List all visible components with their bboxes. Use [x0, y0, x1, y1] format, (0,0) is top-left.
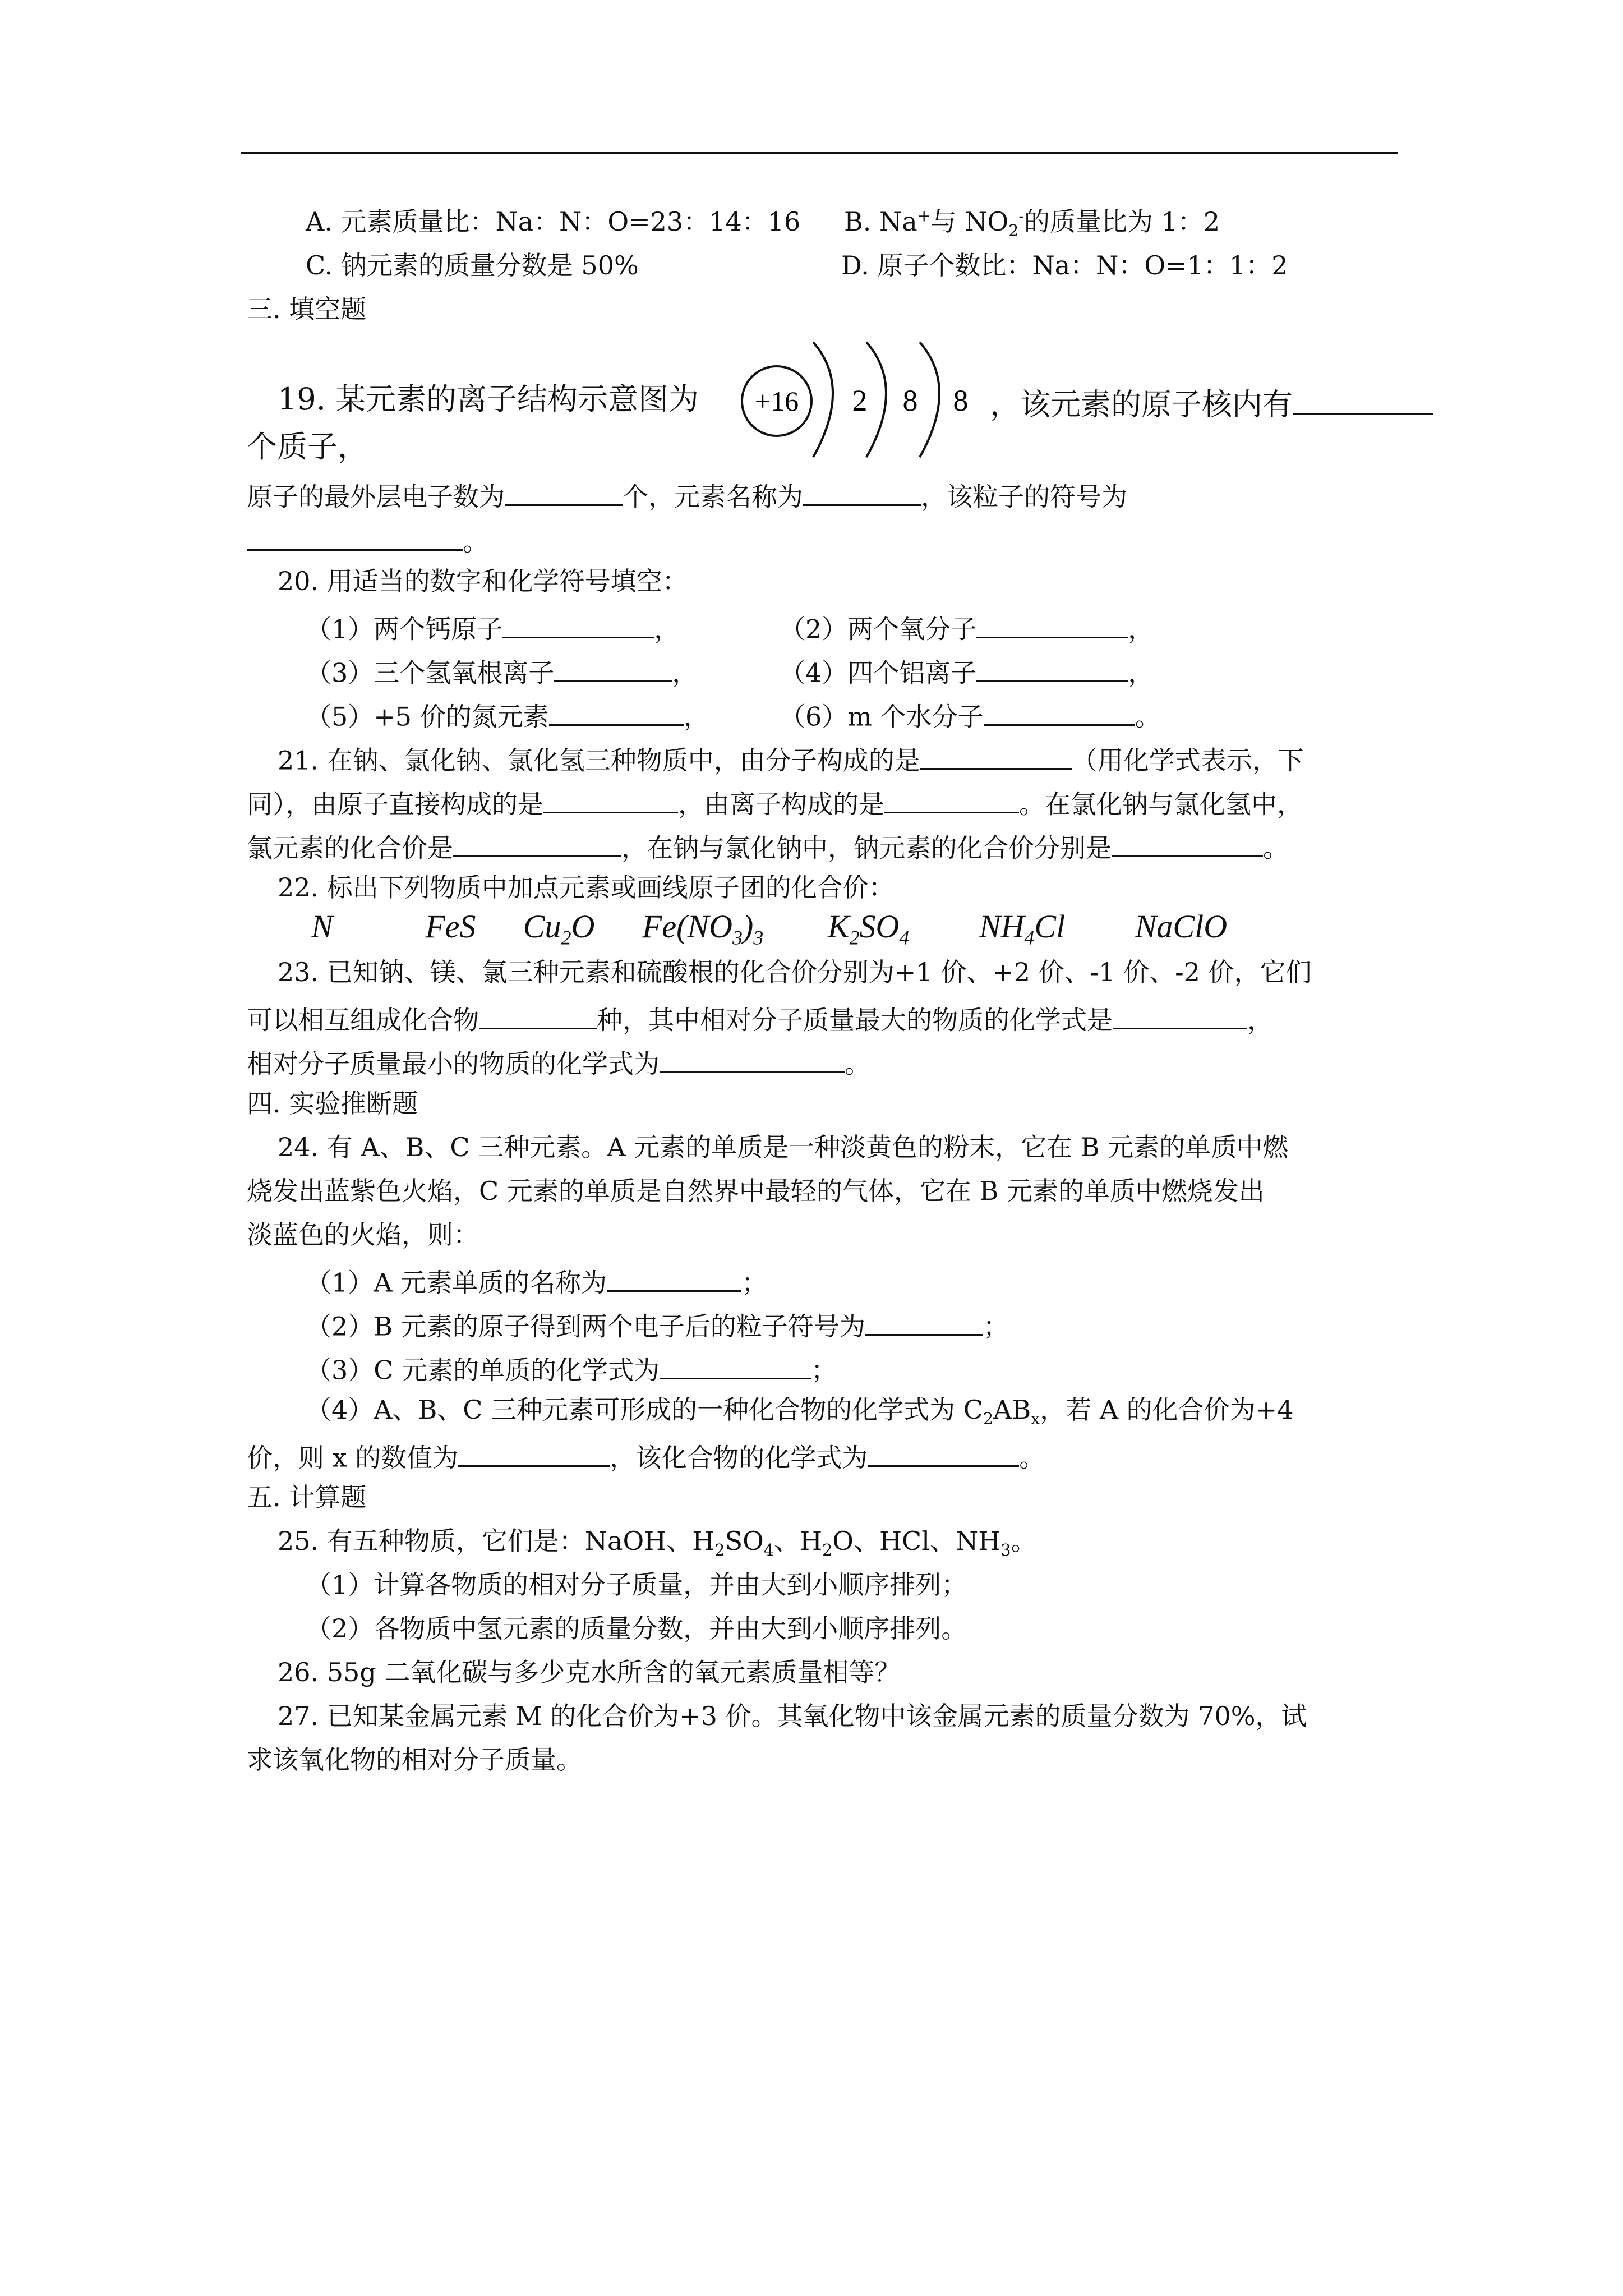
answer-blank[interactable]: [1113, 1003, 1247, 1029]
shell-arc-3: [920, 342, 939, 457]
q21-line3: 氯元素的化合价是 ，在钠与氯化钠中，钠元素的化合价分别是 。: [247, 831, 1289, 861]
formula-5: $K_2SO_4$: [827, 908, 910, 949]
shell-electrons-1: 2: [852, 384, 868, 417]
answer-blank[interactable]: [247, 524, 463, 551]
option-b: B. Na+与 $NO_2^-$的质量比为 1：2: [844, 206, 1220, 241]
q26: 26. 55g 二氧化碳与多少克水所含的氧元素质量相等？: [278, 1657, 901, 1687]
answer-blank[interactable]: [976, 612, 1128, 638]
q22-formulas: [311, 908, 1228, 949]
answer-blank[interactable]: [458, 1441, 610, 1467]
answer-blank[interactable]: [543, 787, 678, 813]
q20-title: 20. 用适当的数字和化学符号填空：: [278, 566, 688, 596]
q25-sub-1: （1）计算各物质的相对分子质量，并由大到小顺序排列；: [306, 1570, 967, 1600]
formula-3: $Cu_2O$: [523, 908, 595, 949]
answer-blank[interactable]: [479, 1003, 597, 1029]
answer-blank[interactable]: [884, 787, 1019, 813]
q19-line2: 个质子，: [247, 429, 368, 464]
section-5-heading: 五. 计算题: [247, 1482, 367, 1512]
shell-electrons-3: 8: [953, 384, 969, 417]
formula-4: $Fe(NO_3)_3$: [642, 908, 764, 949]
answer-blank[interactable]: [549, 700, 684, 726]
shell-electrons-2: 8: [902, 384, 918, 417]
q20-item-6: （6）m 个水分子 。: [780, 700, 1161, 730]
answer-blank[interactable]: [920, 743, 1072, 770]
nucleus-label: +16: [754, 385, 799, 417]
section-4-heading: 四. 实验推断题: [247, 1088, 418, 1119]
answer-blank[interactable]: [803, 480, 921, 506]
answer-blank[interactable]: [976, 656, 1128, 682]
option-c: C. 钠元素的质量分数是 50%: [306, 250, 639, 280]
answer-blank[interactable]: [660, 1047, 845, 1073]
shell-arc-1: [813, 342, 833, 457]
answer-blank[interactable]: [502, 612, 654, 638]
shell-arc-2: [866, 342, 886, 457]
q21-line2: 同），由原子直接构成的是 ，由离子构成的是 。在氯化钠与氯化氢中，: [247, 787, 1303, 817]
option-a: A. 元素质量比：Na：N：O=23：14：16: [306, 206, 801, 237]
option-d: D. 原子个数比：Na：N：O=1：1：2: [841, 250, 1288, 280]
answer-blank[interactable]: [607, 1266, 741, 1292]
q24-sub-1: （1）A 元素单质的名称为 ；: [306, 1266, 767, 1296]
q24-sub-4-cont: 价，则 x 的数值为 ，该化合物的化学式为 。: [247, 1441, 1045, 1471]
q23-line2: 可以相互组成化合物 种，其中相对分子质量最大的物质的化学式是 ，: [247, 1003, 1273, 1033]
formula-1: N: [311, 908, 333, 945]
q24-line1: 24. 有 A、B、C 三种元素。A 元素的单质是一种淡黄色的粉末，它在 B 元素的单质中燃: [278, 1132, 1289, 1162]
q25-sub-2: （2）各物质中氢元素的质量分数，并由大到小顺序排列。: [306, 1613, 967, 1644]
answer-blank[interactable]: [865, 1309, 983, 1336]
formula-6: $NH_4Cl$: [979, 908, 1066, 949]
q23-line3: 相对分子质量最小的物质的化学式为 。: [247, 1047, 870, 1077]
ion-structure-diagram: [732, 331, 990, 466]
q20-item-2: （2）两个氧分子 ，: [780, 612, 1154, 642]
q27-line2: 求该氧化物的相对分子质量。: [247, 1745, 582, 1775]
answer-blank[interactable]: [660, 1353, 811, 1379]
answer-blank[interactable]: [868, 1441, 1019, 1467]
q21-line1: 21. 在钠、氯化钠、氯化氢三种物质中，由分子构成的是 （用化学式表示，下: [278, 743, 1304, 774]
q24-sub-4: （4）A、B、C 三种元素可形成的一种化合物的化学式为 $C_2AB_x$，若 A 的化合价为+4: [306, 1395, 1294, 1429]
header-rule: [241, 152, 1398, 154]
q19-line1: 19. 某元素的离子结构示意图为: [278, 381, 699, 417]
q23-line1: 23. 已知钠、镁、氯三种元素和硫酸根的化合价分别为+1 价、+2 价、-1 价、-2 价，它们: [278, 957, 1312, 987]
q22-title: 22. 标出下列物质中加点元素或画线原子团的化合价：: [278, 872, 895, 903]
formula-2: FeS: [425, 908, 476, 945]
q19-line3: 原子的最外层电子数为 个，元素名称为 ，该粒子的符号为: [247, 480, 1127, 510]
answer-blank[interactable]: [1112, 831, 1263, 857]
q27-line1: 27. 已知某金属元素 M 的化合价为+3 价。其氧化物中该金属元素的质量分数为 70%，试: [278, 1701, 1307, 1731]
section-3-heading: 三. 填空题: [247, 294, 367, 324]
answer-blank[interactable]: [453, 831, 621, 857]
q24-line3: 淡蓝色的火焰，则：: [247, 1220, 479, 1250]
answer-blank[interactable]: [984, 700, 1135, 726]
answer-blank[interactable]: [1293, 384, 1433, 415]
q20-item-5: （5）+5 价的氮元素 ，: [306, 700, 709, 730]
q25-line1: 25. 有五种物质，它们是：NaOH、$H_2SO_4$、$H_2O$、HCl、$NH_3$。: [278, 1526, 1037, 1560]
formula-7: NaClO: [1135, 908, 1228, 945]
q24-sub-3: （3）C 元素的单质的化学式为 ；: [306, 1353, 837, 1383]
q20-item-1: （1）两个钙原子 ，: [306, 612, 680, 642]
answer-blank[interactable]: [505, 480, 623, 506]
q24-line2: 烧发出蓝紫色火焰，C 元素的单质是自然界中最轻的气体，它在 B 元素的单质中燃烧发出: [247, 1176, 1265, 1206]
q19-line4: 。: [247, 524, 488, 555]
q24-sub-2: （2）B 元素的原子得到两个电子后的粒子符号为 ；: [306, 1309, 1009, 1340]
q20-item-3: （3）三个氢氧根离子 ，: [306, 656, 698, 686]
q20-item-4: （4）四个铝离子 ，: [780, 656, 1154, 686]
answer-blank[interactable]: [554, 656, 672, 682]
q19-line1-tail: ，该元素的原子核内有: [990, 384, 1433, 420]
